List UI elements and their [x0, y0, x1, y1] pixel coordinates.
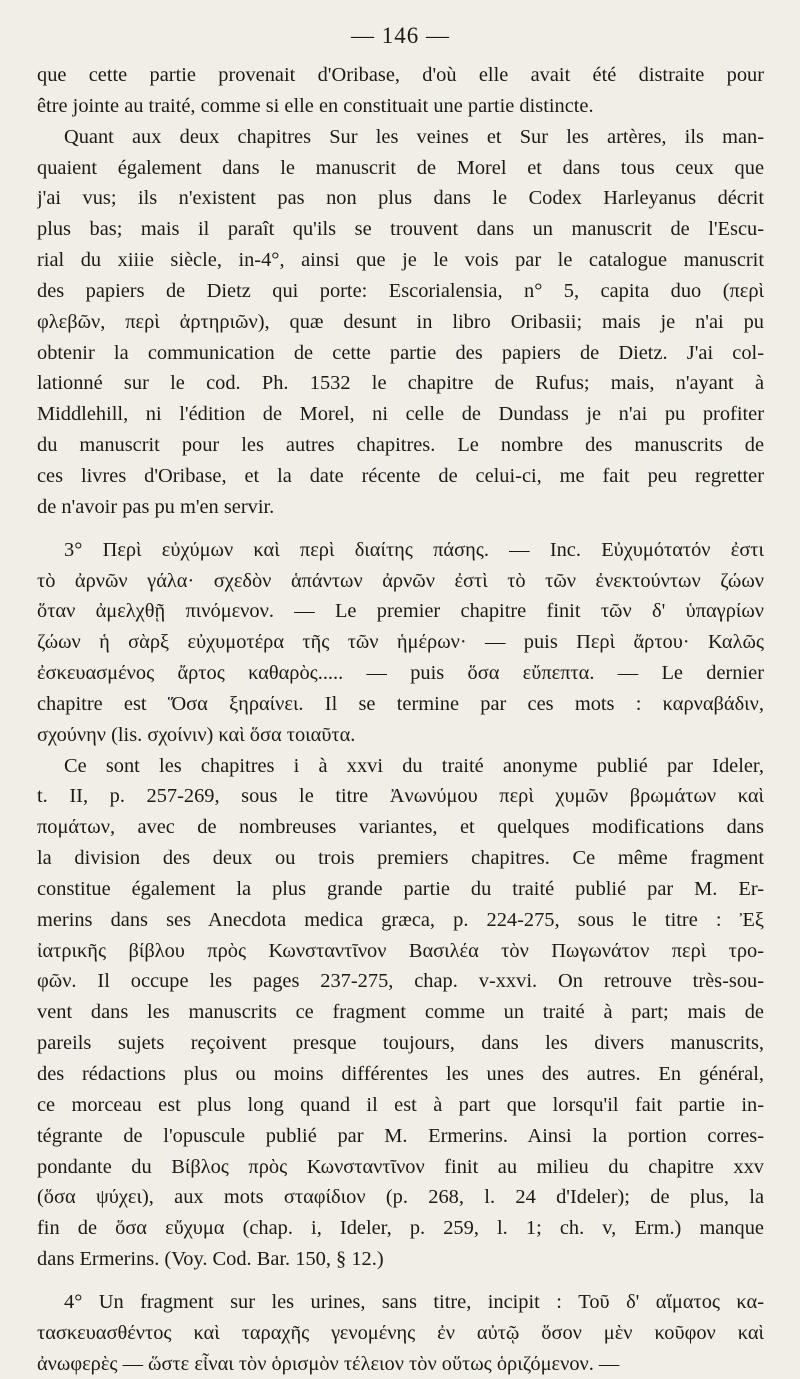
text-line: dans Ermerins. (Voy. Cod. Bar. 150, § 12.): [37, 1248, 384, 1271]
text-line: obtenir la communication de cette partie des papiers de Dietz. J'ai col-: [37, 341, 764, 364]
text-line: quaient également dans le manuscrit de Morel et dans tous ceux que: [37, 156, 764, 179]
text-line: merins dans ses Anecdota medica græca, p. 224-275, sous le titre : Ἐξ: [37, 908, 764, 931]
paragraph-gap: [37, 523, 764, 535]
text-line: ὅταν ἀμελχθῇ πινόμενον. — Le premier chapitre finit τῶν δ' ὑπαγρίων: [37, 600, 764, 623]
text-line: rial du xiiie siècle, in-4°, ainsi que je le vois par le catalogue manuscrit: [37, 249, 764, 272]
text-line: ζώων ἡ σὰρξ εὐχυμοτέρα τῆς τῶν ἡμέρων· — puis Περὶ ἄρτου· Καλῶς: [37, 631, 764, 654]
paragraph-1: [37, 60, 764, 122]
paragraph-3: [37, 535, 764, 751]
text-line: Ce sont les chapitres i à xxvi du traité anonyme publié par Ideler,: [64, 754, 764, 777]
text-line: Quant aux deux chapitres Sur les veines et Sur les artères, ils man-: [64, 125, 764, 148]
text-line: ces livres d'Oribase, et la date récente de celui-ci, me fait peu regretter: [37, 464, 764, 487]
text-line: 3° Περὶ εὐχύμων καὶ περὶ διαίτης πάσης. — Inc. Εὐχυμότατόν ἐστι: [64, 538, 764, 561]
text-line: ἀνωφερὲς — ὥστε εἶναι τὸν ὁρισμὸν τέλειον τὸν οὕτως ὁριζόμενον. —: [37, 1352, 620, 1375]
text-line: pondante du Βίβλος πρὸς Κωνσταντῖνον finit au milieu du chapitre xxv: [37, 1155, 764, 1178]
text-line: σχούνην (lis. σχοίνιν) καὶ ὅσα τοιαῦτα.: [37, 723, 356, 746]
text-line: lationné sur le cod. Ph. 1532 le chapitre de Rufus; mais, n'ayant à: [37, 372, 764, 395]
paragraph-2: [37, 122, 764, 523]
text-line: πομάτων, avec de nombreuses variantes, et quelques modifications dans: [37, 816, 764, 839]
text-line: (ὅσα ψύχει), aux mots σταφίδιον (p. 268, l. 24 d'Ideler); de plus, la: [37, 1186, 764, 1209]
text-line: pareils sujets reçoivent presque toujours, dans les divers manuscrits,: [37, 1032, 764, 1055]
text-line: vent dans les manuscrits ce fragment comme un traité à part; mais de: [37, 1001, 764, 1024]
text-line: ἰατρικῆς βίβλου πρὸς Κωνσταντῖνον Βασιλέα τὸν Πωγωνάτον περὶ τρο-: [37, 939, 764, 962]
text-line: t. II, p. 257-269, sous le titre Ἀνωνύμου περὶ χυμῶν βρωμάτων καὶ: [37, 785, 764, 808]
text-line: du manuscrit pour les autres chapitres. Le nombre des manuscrits de: [37, 434, 764, 457]
text-line: τὸ ἀρνῶν γάλα· σχεδὸν ἁπάντων ἀρνῶν ἐστὶ τὸ τῶν ἐνεκτούντων ζώων: [37, 569, 764, 592]
text-line: plus bas; mais il paraît qu'ils se trouvent dans un manuscrit de l'Escu-: [37, 218, 764, 241]
text-line: Middlehill, ni l'édition de Morel, ni celle de Dundass je n'ai pu profiter: [37, 403, 764, 426]
text-line: que cette partie provenait d'Oribase, d'où elle avait été distraite pour: [37, 64, 764, 86]
text-line: constitue également la plus grande partie du traité publié par M. Er-: [37, 877, 764, 900]
paragraph-5: [37, 1287, 764, 1379]
page-number: — 146 —: [351, 23, 450, 48]
text-line: τασκευασθέντος καὶ ταραχῆς γενομένης ἐν αὐτῷ ὅσον μὲν κοῦφον καὶ: [37, 1321, 764, 1344]
text-line: ce morceau est plus long quand il est à part que lorsqu'il fait partie in-: [37, 1093, 764, 1116]
text-line: j'ai vus; ils n'existent pas non plus dans le Codex Harleyanus décrit: [37, 187, 764, 210]
text-line: tégrante de l'opuscule publié par M. Ermerins. Ainsi la portion corres-: [37, 1124, 764, 1147]
text-line: être jointe au traité, comme si elle en constituait une partie distincte.: [37, 94, 594, 117]
text-line: 4° Un fragment sur les urines, sans titre, incipit : Τοῦ δ' αἵματος κα-: [64, 1290, 764, 1313]
text-line: des rédactions plus ou moins différentes les unes des autres. En général,: [37, 1063, 764, 1085]
text-line: φῶν. Il occupe les pages 237-275, chap. v-xxvi. On retrouve très-sou-: [37, 970, 764, 993]
text-line: ἐσκευασμένος ἄρτος καθαρὸς..... — puis ὅσα εὔπεπτα. — Le dernier: [37, 662, 764, 685]
text-line: φλεβῶν, περὶ ἀρτηριῶν), quæ desunt in libro Oribasii; mais je n'ai pu: [37, 310, 764, 333]
paragraph-gap: [37, 1275, 764, 1287]
text-line: chapitre est Ὅσα ξηραίνει. Il se termine par ces mots : καρναβάδιν,: [37, 692, 764, 715]
text-line: des papiers de Dietz qui porte: Escorialensia, n° 5, capita duo (περὶ: [37, 279, 764, 302]
paragraph-4: [37, 751, 764, 1275]
body-text: [37, 60, 764, 1379]
text-line: fin de ὅσα εὔχυμα (chap. i, Ideler, p. 259, l. 1; ch. v, Erm.) manque: [37, 1217, 764, 1240]
text-line: de n'avoir pas pu m'en servir.: [37, 495, 275, 518]
text-line: la division des deux ou trois premiers chapitres. Ce même fragment: [37, 847, 764, 870]
